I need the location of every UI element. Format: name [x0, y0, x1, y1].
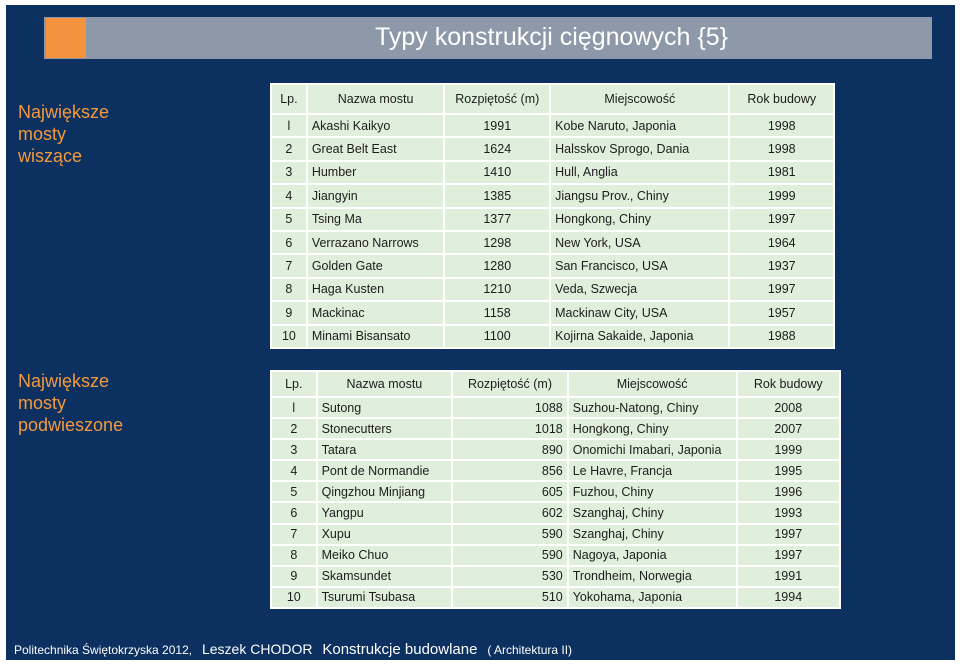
table-cell: Akashi Kaikyo	[307, 114, 445, 137]
table-cell: 3	[271, 161, 307, 184]
footer-course: Konstrukcje budowlane	[322, 641, 478, 658]
table-cell: Minami Bisansato	[307, 325, 445, 348]
table-cell: 1991	[444, 114, 550, 137]
table-cell: 1100	[444, 325, 550, 348]
table-header-cell: Rok budowy	[729, 84, 834, 114]
table-cell: l	[271, 114, 307, 137]
table-cell: 1957	[729, 301, 834, 324]
table-cell: 5	[271, 208, 307, 231]
table-cell: 1994	[737, 587, 840, 608]
table-header-cell: Nazwa mostu	[317, 371, 453, 397]
table-cell: Mackinaw City, USA	[550, 301, 729, 324]
table-cell: 1018	[452, 418, 568, 439]
bridges-table-1	[270, 83, 835, 349]
table-cell: Meiko Chuo	[317, 545, 453, 566]
footer-institution: Politechnika Świętokrzyska 2012,	[14, 643, 193, 657]
table-cell: 510	[452, 587, 568, 608]
orange-accent-square	[46, 18, 86, 58]
table-cell: Kojirna Sakaide, Japonia	[550, 325, 729, 348]
table-cell: 2007	[737, 418, 840, 439]
table-cell: 5	[271, 481, 317, 502]
table-cell: 1999	[729, 184, 834, 207]
table-cell: Hongkong, Chiny	[568, 418, 737, 439]
table-cell: 4	[271, 184, 307, 207]
footer	[14, 641, 578, 658]
table-cell: 530	[452, 566, 568, 587]
table-header-cell: Lp.	[271, 371, 317, 397]
table-cell: 6	[271, 502, 317, 523]
table-cell: Le Havre, Francja	[568, 460, 737, 481]
table-cell: Yangpu	[317, 502, 453, 523]
table-cell: 890	[452, 439, 568, 460]
table-cell: 2	[271, 418, 317, 439]
table-cell: 605	[452, 481, 568, 502]
table-row	[271, 231, 834, 254]
table-cell: 1981	[729, 161, 834, 184]
table-row	[271, 587, 840, 608]
table-cell: 1410	[444, 161, 550, 184]
table-cell: 602	[452, 502, 568, 523]
table-cell: 1993	[737, 502, 840, 523]
table-cell: Mackinac	[307, 301, 445, 324]
table-cell: 1280	[444, 254, 550, 277]
table-row	[271, 524, 840, 545]
table-cell: 2008	[737, 397, 840, 418]
bridges-table-2	[270, 370, 841, 609]
footer-author: Leszek CHODOR	[201, 641, 313, 657]
table-row	[271, 278, 834, 301]
slide-title: Typy konstrukcji cięgnowych {5}	[375, 23, 728, 51]
table-header-cell: Nazwa mostu	[307, 84, 445, 114]
table-cell: Hongkong, Chiny	[550, 208, 729, 231]
table-cell: 1996	[737, 481, 840, 502]
table-cell: Pont de Normandie	[317, 460, 453, 481]
table-cell: 1385	[444, 184, 550, 207]
table-row	[271, 481, 840, 502]
table-cell: 590	[452, 524, 568, 545]
table-header-cell: Rok budowy	[737, 371, 840, 397]
side-label-cable-stayed: Największe mosty wiszące	[18, 102, 110, 166]
table-cell: 1997	[737, 545, 840, 566]
table-cell: Haga Kusten	[307, 278, 445, 301]
table-cell: Tsing Ma	[307, 208, 445, 231]
table-row	[271, 566, 840, 587]
table-row	[271, 184, 834, 207]
table-cell: 856	[452, 460, 568, 481]
table-cell: Jiangyin	[307, 184, 445, 207]
table-cell: 1964	[729, 231, 834, 254]
table-cell: Suzhou-Natong, Chiny	[568, 397, 737, 418]
side-label-suspension: Największe mosty podwieszone	[18, 371, 124, 435]
table-cell: 8	[271, 545, 317, 566]
table-cell: Szanghaj, Chiny	[568, 502, 737, 523]
table-cell: 6	[271, 231, 307, 254]
table-cell: 8	[271, 278, 307, 301]
table-cell: Halsskov Sprogo, Dania	[550, 137, 729, 160]
table-header-row	[271, 84, 834, 114]
table-cell: 1997	[729, 208, 834, 231]
table-cell: Xupu	[317, 524, 453, 545]
table-cell: Kobe Naruto, Japonia	[550, 114, 729, 137]
table-cell: Onomichi Imabari, Japonia	[568, 439, 737, 460]
table-cell: Verrazano Narrows	[307, 231, 445, 254]
footer-program: ( Architektura II)	[487, 643, 573, 657]
table-cell: Jiangsu Prov., Chiny	[550, 184, 729, 207]
table-row	[271, 460, 840, 481]
table-cell: 10	[271, 587, 317, 608]
table-cell: 1995	[737, 460, 840, 481]
table-header-cell: Lp.	[271, 84, 307, 114]
table-header-cell: Rozpiętość (m)	[452, 371, 568, 397]
table-cell: Qingzhou Minjiang	[317, 481, 453, 502]
table-header-cell: Miejscowość	[568, 371, 737, 397]
table-row	[271, 397, 840, 418]
table-cell: l	[271, 397, 317, 418]
table-row	[271, 325, 834, 348]
table-cell: 7	[271, 254, 307, 277]
table-cell: 1298	[444, 231, 550, 254]
table-cell: 10	[271, 325, 307, 348]
table-cell: Veda, Szwecja	[550, 278, 729, 301]
table-row	[271, 502, 840, 523]
table-row	[271, 161, 834, 184]
table-cell: Skamsundet	[317, 566, 453, 587]
table-cell: Humber	[307, 161, 445, 184]
table-cell: 590	[452, 545, 568, 566]
table-cell: 3	[271, 439, 317, 460]
table-header-cell: Miejscowość	[550, 84, 729, 114]
table-cell: 2	[271, 137, 307, 160]
table-cell: 9	[271, 566, 317, 587]
table-row	[271, 301, 834, 324]
table-cell: Hull, Anglia	[550, 161, 729, 184]
table-cell: 1999	[737, 439, 840, 460]
table-cell: Tsurumi Tsubasa	[317, 587, 453, 608]
table-row	[271, 208, 834, 231]
table-cell: 1210	[444, 278, 550, 301]
table-cell: 1997	[737, 524, 840, 545]
table-cell: Yokohama, Japonia	[568, 587, 737, 608]
table-cell: 7	[271, 524, 317, 545]
table-header-row	[271, 371, 840, 397]
table-row	[271, 254, 834, 277]
table-cell: 1624	[444, 137, 550, 160]
table-cell: 1937	[729, 254, 834, 277]
table-cell: Stonecutters	[317, 418, 453, 439]
table-row	[271, 439, 840, 460]
table-cell: 1998	[729, 137, 834, 160]
table-header-cell: Rozpiętość (m)	[444, 84, 550, 114]
table-cell: Tatara	[317, 439, 453, 460]
table-cell: Fuzhou, Chiny	[568, 481, 737, 502]
table-cell: Nagoya, Japonia	[568, 545, 737, 566]
table-cell: Golden Gate	[307, 254, 445, 277]
table-cell: Trondheim, Norwegia	[568, 566, 737, 587]
table-cell: 1997	[729, 278, 834, 301]
table-cell: Sutong	[317, 397, 453, 418]
table-row	[271, 545, 840, 566]
table-cell: 1377	[444, 208, 550, 231]
table-cell: New York, USA	[550, 231, 729, 254]
table-cell: 1998	[729, 114, 834, 137]
table-cell: 1988	[729, 325, 834, 348]
table-cell: 4	[271, 460, 317, 481]
table-cell: 1991	[737, 566, 840, 587]
table-cell: 1088	[452, 397, 568, 418]
table-cell: San Francisco, USA	[550, 254, 729, 277]
table-row	[271, 114, 834, 137]
table-cell: Szanghaj, Chiny	[568, 524, 737, 545]
table-cell: Great Belt East	[307, 137, 445, 160]
table-row	[271, 137, 834, 160]
table-cell: 9	[271, 301, 307, 324]
table-row	[271, 418, 840, 439]
table-cell: 1158	[444, 301, 550, 324]
